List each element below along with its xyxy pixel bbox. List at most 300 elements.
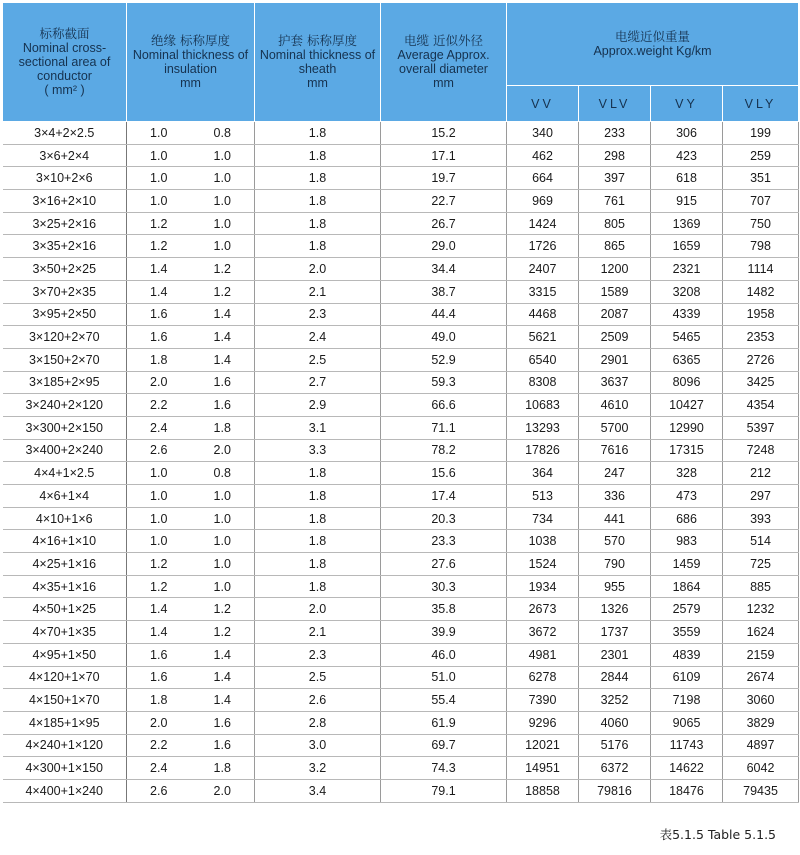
cell-weight-vv: 3315 (507, 280, 579, 303)
cell-insulation-1: 2.4 (127, 416, 191, 439)
cell-weight-vy: 5465 (651, 326, 723, 349)
cell-weight-vy: 8096 (651, 371, 723, 394)
table-row (3, 621, 799, 644)
table-row (3, 734, 799, 757)
cell-insulation-2: 1.0 (191, 144, 255, 167)
cell-weight-vy: 6365 (651, 348, 723, 371)
cell-area: 4×4+1×2.5 (3, 462, 127, 485)
cell-area: 3×185+2×95 (3, 371, 127, 394)
cell-diameter: 20.3 (381, 507, 507, 530)
cell-weight-vy: 915 (651, 190, 723, 213)
cell-insulation-2: 1.6 (191, 371, 255, 394)
cell-weight-vlv: 790 (579, 553, 651, 576)
cell-insulation-2: 1.0 (191, 190, 255, 213)
cell-insulation-1: 1.2 (127, 575, 191, 598)
cell-sheath: 2.7 (255, 371, 381, 394)
cell-weight-vly: 1958 (723, 303, 799, 326)
cell-diameter: 55.4 (381, 689, 507, 712)
cell-sheath: 2.1 (255, 621, 381, 644)
cell-weight-vv: 734 (507, 507, 579, 530)
cell-insulation-1: 1.0 (127, 507, 191, 530)
cell-sheath: 3.2 (255, 757, 381, 780)
cell-insulation-1: 2.0 (127, 711, 191, 734)
table-row (3, 757, 799, 780)
cell-weight-vy: 1459 (651, 553, 723, 576)
header-diameter (381, 3, 507, 122)
cell-weight-vv: 6278 (507, 666, 579, 689)
cell-weight-vv: 18858 (507, 779, 579, 802)
table-row (3, 394, 799, 417)
table-row (3, 258, 799, 281)
cell-diameter: 44.4 (381, 303, 507, 326)
cell-weight-vly: 4897 (723, 734, 799, 757)
table-row (3, 348, 799, 371)
table-row (3, 507, 799, 530)
cell-sheath: 2.5 (255, 348, 381, 371)
cell-insulation-1: 1.2 (127, 212, 191, 235)
cell-weight-vly: 199 (723, 122, 799, 145)
cell-sheath: 1.8 (255, 553, 381, 576)
cell-weight-vly: 393 (723, 507, 799, 530)
table-row (3, 485, 799, 508)
header-sheath-cn: 护套 标称厚度 (278, 33, 357, 48)
cell-weight-vy: 4839 (651, 643, 723, 666)
cell-weight-vlv: 1326 (579, 598, 651, 621)
cell-diameter: 61.9 (381, 711, 507, 734)
cell-weight-vlv: 79816 (579, 779, 651, 802)
cell-area: 3×10+2×6 (3, 167, 127, 190)
cell-sheath: 2.3 (255, 643, 381, 666)
cell-diameter: 49.0 (381, 326, 507, 349)
header-type-vlv: VLV (579, 86, 651, 122)
cell-weight-vy: 2579 (651, 598, 723, 621)
cell-insulation-1: 1.4 (127, 280, 191, 303)
table-row (3, 371, 799, 394)
cell-weight-vv: 4981 (507, 643, 579, 666)
cell-diameter: 46.0 (381, 643, 507, 666)
cell-weight-vy: 686 (651, 507, 723, 530)
cell-weight-vly: 2726 (723, 348, 799, 371)
cell-weight-vlv: 955 (579, 575, 651, 598)
cell-sheath: 1.8 (255, 235, 381, 258)
cell-weight-vly: 2674 (723, 666, 799, 689)
cell-weight-vv: 2673 (507, 598, 579, 621)
cell-area: 4×25+1×16 (3, 553, 127, 576)
cell-area: 3×95+2×50 (3, 303, 127, 326)
cell-weight-vlv: 2844 (579, 666, 651, 689)
cell-area: 3×70+2×35 (3, 280, 127, 303)
cell-weight-vlv: 2901 (579, 348, 651, 371)
cell-diameter: 39.9 (381, 621, 507, 644)
cell-insulation-2: 1.0 (191, 485, 255, 508)
cell-area: 3×16+2×10 (3, 190, 127, 213)
cell-weight-vly: 6042 (723, 757, 799, 780)
cell-weight-vv: 13293 (507, 416, 579, 439)
table-row (3, 144, 799, 167)
header-type-vy: VY (651, 86, 723, 122)
cell-diameter: 51.0 (381, 666, 507, 689)
cell-weight-vlv: 6372 (579, 757, 651, 780)
cell-diameter: 15.2 (381, 122, 507, 145)
table-row (3, 462, 799, 485)
cell-insulation-2: 1.0 (191, 167, 255, 190)
cell-diameter: 17.1 (381, 144, 507, 167)
table-body (3, 122, 799, 803)
cell-diameter: 17.4 (381, 485, 507, 508)
cell-weight-vy: 1864 (651, 575, 723, 598)
cell-insulation-1: 1.0 (127, 167, 191, 190)
cell-weight-vly: 707 (723, 190, 799, 213)
cell-weight-vly: 725 (723, 553, 799, 576)
cell-insulation-1: 1.6 (127, 303, 191, 326)
cell-weight-vly: 750 (723, 212, 799, 235)
cell-weight-vy: 7198 (651, 689, 723, 712)
cell-insulation-1: 2.6 (127, 439, 191, 462)
cell-diameter: 15.6 (381, 462, 507, 485)
table-row (3, 439, 799, 462)
cell-weight-vv: 1726 (507, 235, 579, 258)
cell-diameter: 79.1 (381, 779, 507, 802)
cell-sheath: 3.1 (255, 416, 381, 439)
cell-weight-vy: 618 (651, 167, 723, 190)
cell-insulation-1: 1.0 (127, 190, 191, 213)
cell-insulation-2: 1.8 (191, 757, 255, 780)
cell-weight-vv: 2407 (507, 258, 579, 281)
cell-insulation-1: 1.8 (127, 348, 191, 371)
cell-insulation-2: 0.8 (191, 122, 255, 145)
cell-insulation-2: 1.8 (191, 416, 255, 439)
cell-weight-vly: 3425 (723, 371, 799, 394)
cell-area: 3×35+2×16 (3, 235, 127, 258)
cell-diameter: 52.9 (381, 348, 507, 371)
cell-diameter: 66.6 (381, 394, 507, 417)
cell-weight-vv: 14951 (507, 757, 579, 780)
header-type-vly: VLY (723, 86, 799, 122)
cell-insulation-2: 1.2 (191, 280, 255, 303)
header-area-en: Nominal cross-sectional area of conductor (18, 41, 111, 83)
cell-weight-vv: 4468 (507, 303, 579, 326)
table-row (3, 779, 799, 802)
cell-diameter: 34.4 (381, 258, 507, 281)
cell-sheath: 2.5 (255, 666, 381, 689)
cell-sheath: 1.8 (255, 212, 381, 235)
cell-weight-vlv: 5700 (579, 416, 651, 439)
cell-weight-vly: 5397 (723, 416, 799, 439)
cell-weight-vv: 1934 (507, 575, 579, 598)
cell-insulation-1: 1.4 (127, 598, 191, 621)
cell-weight-vlv: 397 (579, 167, 651, 190)
cell-weight-vv: 969 (507, 190, 579, 213)
table-row (3, 167, 799, 190)
cell-diameter: 69.7 (381, 734, 507, 757)
cell-diameter: 71.1 (381, 416, 507, 439)
cell-sheath: 3.4 (255, 779, 381, 802)
cell-sheath: 1.8 (255, 122, 381, 145)
cell-area: 4×50+1×25 (3, 598, 127, 621)
cell-area: 3×25+2×16 (3, 212, 127, 235)
cell-sheath: 1.8 (255, 190, 381, 213)
cell-insulation-2: 1.2 (191, 621, 255, 644)
cell-weight-vy: 306 (651, 122, 723, 145)
cell-weight-vlv: 441 (579, 507, 651, 530)
cell-insulation-1: 1.2 (127, 553, 191, 576)
cell-weight-vy: 3559 (651, 621, 723, 644)
cell-weight-vy: 1659 (651, 235, 723, 258)
cell-insulation-1: 1.4 (127, 621, 191, 644)
cell-insulation-2: 1.0 (191, 575, 255, 598)
cell-weight-vy: 14622 (651, 757, 723, 780)
cell-insulation-2: 1.0 (191, 212, 255, 235)
cell-insulation-1: 1.0 (127, 485, 191, 508)
cell-area: 3×6+2×4 (3, 144, 127, 167)
cell-insulation-1: 1.4 (127, 258, 191, 281)
cell-area: 3×150+2×70 (3, 348, 127, 371)
cell-weight-vlv: 4610 (579, 394, 651, 417)
cell-area: 4×95+1×50 (3, 643, 127, 666)
cell-weight-vv: 5621 (507, 326, 579, 349)
table-header (3, 3, 799, 122)
header-sheath-unit: mm (307, 76, 328, 90)
cell-weight-vlv: 3252 (579, 689, 651, 712)
table-row (3, 711, 799, 734)
header-area-unit: ( mm² ) (44, 83, 85, 97)
cell-area: 3×240+2×120 (3, 394, 127, 417)
cell-area: 4×185+1×95 (3, 711, 127, 734)
header-type-vv: VV (507, 86, 579, 122)
cell-weight-vy: 6109 (651, 666, 723, 689)
header-area (3, 3, 127, 122)
cell-insulation-2: 1.0 (191, 235, 255, 258)
cell-weight-vly: 212 (723, 462, 799, 485)
cell-weight-vy: 11743 (651, 734, 723, 757)
table-row (3, 280, 799, 303)
table-row (3, 122, 799, 145)
table-row (3, 575, 799, 598)
cell-area: 4×240+1×120 (3, 734, 127, 757)
cell-area: 4×10+1×6 (3, 507, 127, 530)
cell-sheath: 1.8 (255, 462, 381, 485)
cell-weight-vly: 1114 (723, 258, 799, 281)
cell-insulation-2: 1.2 (191, 598, 255, 621)
cell-insulation-2: 1.6 (191, 394, 255, 417)
cell-area: 3×300+2×150 (3, 416, 127, 439)
cell-weight-vly: 2353 (723, 326, 799, 349)
cell-insulation-2: 1.4 (191, 689, 255, 712)
cell-insulation-2: 1.4 (191, 666, 255, 689)
cell-weight-vy: 4339 (651, 303, 723, 326)
cell-insulation-1: 1.0 (127, 530, 191, 553)
cell-weight-vv: 340 (507, 122, 579, 145)
cell-weight-vlv: 570 (579, 530, 651, 553)
cell-weight-vv: 6540 (507, 348, 579, 371)
table-caption: 表5.1.5 Table 5.1.5 (659, 827, 776, 842)
cell-weight-vlv: 3637 (579, 371, 651, 394)
cell-weight-vly: 3060 (723, 689, 799, 712)
table-row (3, 689, 799, 712)
cell-insulation-1: 2.2 (127, 394, 191, 417)
cell-sheath: 1.8 (255, 530, 381, 553)
cell-weight-vly: 1232 (723, 598, 799, 621)
cell-weight-vy: 3208 (651, 280, 723, 303)
cell-weight-vly: 1482 (723, 280, 799, 303)
cell-weight-vv: 1424 (507, 212, 579, 235)
cell-insulation-1: 1.6 (127, 326, 191, 349)
cell-weight-vy: 10427 (651, 394, 723, 417)
cell-diameter: 30.3 (381, 575, 507, 598)
cell-insulation-1: 1.0 (127, 122, 191, 145)
cell-weight-vlv: 761 (579, 190, 651, 213)
cell-insulation-2: 1.0 (191, 507, 255, 530)
cell-area: 4×150+1×70 (3, 689, 127, 712)
cell-sheath: 2.3 (255, 303, 381, 326)
cell-sheath: 2.9 (255, 394, 381, 417)
cell-insulation-2: 1.4 (191, 348, 255, 371)
cell-sheath: 2.1 (255, 280, 381, 303)
cell-sheath: 3.3 (255, 439, 381, 462)
cell-weight-vv: 513 (507, 485, 579, 508)
cell-diameter: 26.7 (381, 212, 507, 235)
cell-weight-vy: 328 (651, 462, 723, 485)
cell-weight-vlv: 1737 (579, 621, 651, 644)
table-row (3, 303, 799, 326)
table-row (3, 598, 799, 621)
cell-weight-vy: 2321 (651, 258, 723, 281)
cell-weight-vlv: 4060 (579, 711, 651, 734)
cell-insulation-1: 1.0 (127, 144, 191, 167)
header-diameter-cn: 电缆 近似外径 (404, 33, 483, 48)
table-row (3, 190, 799, 213)
cell-insulation-1: 1.0 (127, 462, 191, 485)
cell-weight-vly: 259 (723, 144, 799, 167)
header-weight (507, 3, 799, 86)
cell-sheath: 1.8 (255, 507, 381, 530)
table-row (3, 530, 799, 553)
cell-area: 4×400+1×240 (3, 779, 127, 802)
cell-diameter: 19.7 (381, 167, 507, 190)
cell-insulation-1: 1.8 (127, 689, 191, 712)
cell-weight-vv: 1524 (507, 553, 579, 576)
cell-weight-vy: 12990 (651, 416, 723, 439)
cell-area: 4×120+1×70 (3, 666, 127, 689)
cell-weight-vlv: 2509 (579, 326, 651, 349)
cell-weight-vly: 2159 (723, 643, 799, 666)
cell-diameter: 59.3 (381, 371, 507, 394)
cell-weight-vy: 17315 (651, 439, 723, 462)
header-insulation-cn: 绝缘 标称厚度 (151, 33, 230, 48)
cell-insulation-2: 2.0 (191, 439, 255, 462)
cell-insulation-1: 2.2 (127, 734, 191, 757)
header-area-cn: 标称截面 (39, 26, 90, 41)
cell-weight-vv: 462 (507, 144, 579, 167)
cell-insulation-2: 1.6 (191, 711, 255, 734)
cell-insulation-2: 1.4 (191, 643, 255, 666)
header-insulation-en: Nominal thickness of insulation (132, 48, 249, 76)
header-diameter-en: Average Approx. overall diameter (397, 48, 490, 76)
table-row (3, 643, 799, 666)
cell-weight-vy: 9065 (651, 711, 723, 734)
cell-insulation-1: 1.2 (127, 235, 191, 258)
cell-area: 3×4+2×2.5 (3, 122, 127, 145)
cell-area: 4×35+1×16 (3, 575, 127, 598)
cell-area: 3×50+2×25 (3, 258, 127, 281)
cell-insulation-2: 2.0 (191, 779, 255, 802)
header-weight-cn: 电缆近似重量 (615, 29, 691, 44)
header-insulation-unit: mm (180, 76, 201, 90)
cell-weight-vv: 364 (507, 462, 579, 485)
cell-insulation-2: 1.0 (191, 553, 255, 576)
cell-area: 4×70+1×35 (3, 621, 127, 644)
cell-weight-vy: 983 (651, 530, 723, 553)
cell-weight-vly: 1624 (723, 621, 799, 644)
cell-weight-vly: 4354 (723, 394, 799, 417)
cell-weight-vv: 9296 (507, 711, 579, 734)
cell-weight-vv: 1038 (507, 530, 579, 553)
cell-weight-vv: 3672 (507, 621, 579, 644)
cell-weight-vlv: 298 (579, 144, 651, 167)
cell-weight-vlv: 5176 (579, 734, 651, 757)
header-insulation (127, 3, 255, 122)
cell-diameter: 23.3 (381, 530, 507, 553)
table-row (3, 553, 799, 576)
cell-diameter: 38.7 (381, 280, 507, 303)
cell-weight-vlv: 865 (579, 235, 651, 258)
cell-diameter: 29.0 (381, 235, 507, 258)
cell-weight-vly: 351 (723, 167, 799, 190)
cell-weight-vv: 664 (507, 167, 579, 190)
cell-sheath: 2.0 (255, 598, 381, 621)
cell-diameter: 22.7 (381, 190, 507, 213)
cell-insulation-2: 1.2 (191, 258, 255, 281)
cell-insulation-1: 2.6 (127, 779, 191, 802)
table-row (3, 666, 799, 689)
cell-weight-vy: 473 (651, 485, 723, 508)
cell-weight-vly: 514 (723, 530, 799, 553)
cell-diameter: 27.6 (381, 553, 507, 576)
cell-sheath: 2.4 (255, 326, 381, 349)
cell-area: 3×400+2×240 (3, 439, 127, 462)
cell-insulation-1: 2.0 (127, 371, 191, 394)
cell-insulation-1: 1.6 (127, 666, 191, 689)
cell-insulation-2: 1.6 (191, 734, 255, 757)
cell-sheath: 1.8 (255, 575, 381, 598)
cell-weight-vly: 7248 (723, 439, 799, 462)
cell-sheath: 1.8 (255, 167, 381, 190)
cell-weight-vly: 885 (723, 575, 799, 598)
cell-insulation-2: 1.4 (191, 326, 255, 349)
cell-weight-vlv: 233 (579, 122, 651, 145)
cell-weight-vlv: 2087 (579, 303, 651, 326)
cell-sheath: 2.6 (255, 689, 381, 712)
cell-weight-vy: 18476 (651, 779, 723, 802)
cell-weight-vly: 3829 (723, 711, 799, 734)
cell-area: 4×6+1×4 (3, 485, 127, 508)
table-row (3, 416, 799, 439)
header-diameter-unit: mm (433, 76, 454, 90)
cell-sheath: 1.8 (255, 144, 381, 167)
header-sheath (255, 3, 381, 122)
cell-diameter: 74.3 (381, 757, 507, 780)
cell-insulation-2: 1.4 (191, 303, 255, 326)
cell-weight-vy: 1369 (651, 212, 723, 235)
cell-insulation-1: 2.4 (127, 757, 191, 780)
cell-weight-vv: 17826 (507, 439, 579, 462)
cell-diameter: 35.8 (381, 598, 507, 621)
table-row (3, 212, 799, 235)
cell-sheath: 2.0 (255, 258, 381, 281)
cell-weight-vlv: 1589 (579, 280, 651, 303)
cell-diameter: 78.2 (381, 439, 507, 462)
cell-sheath: 3.0 (255, 734, 381, 757)
